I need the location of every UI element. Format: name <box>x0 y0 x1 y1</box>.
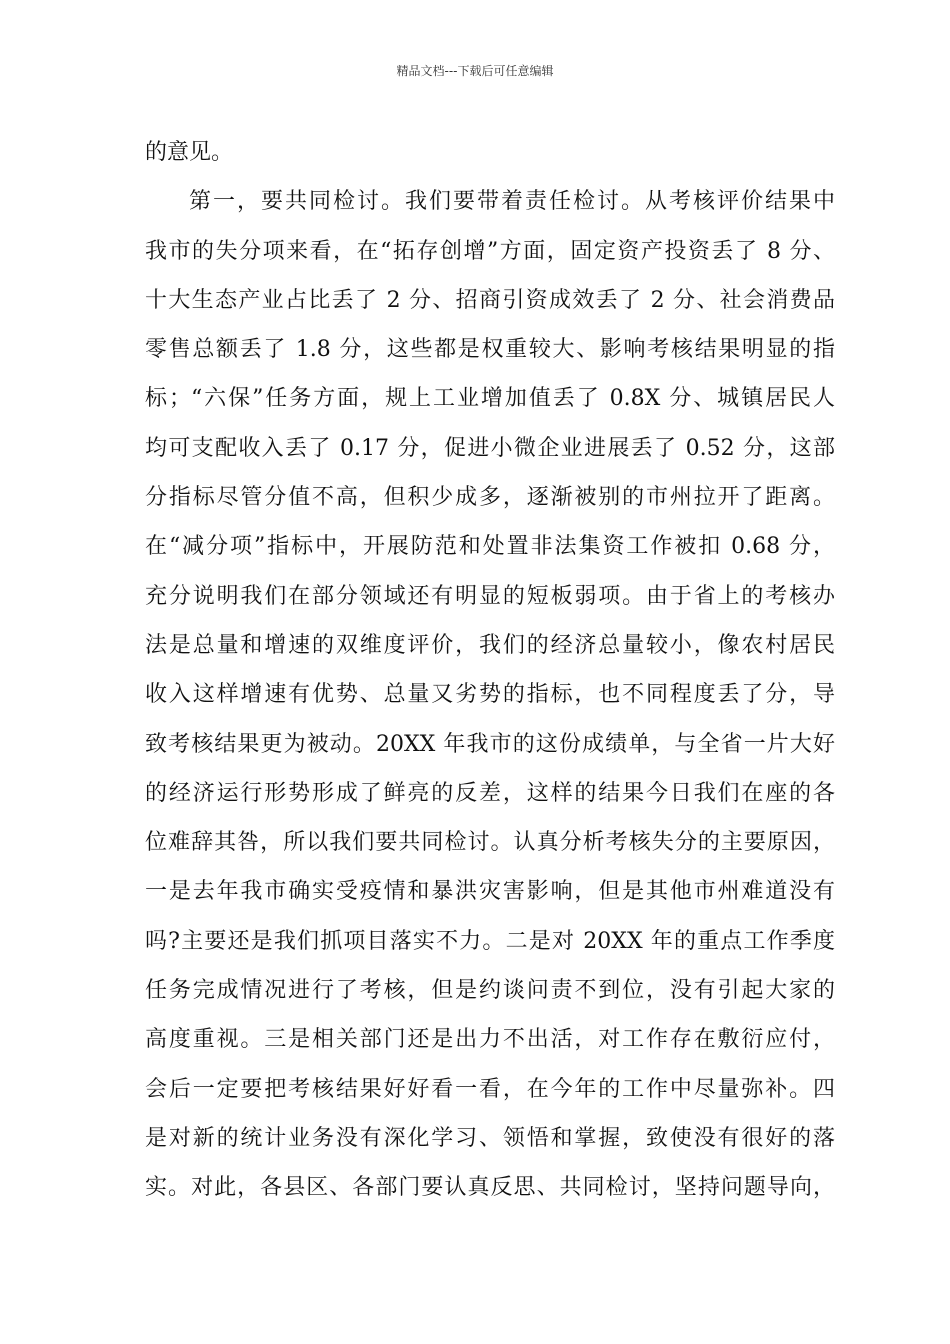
text-line: 致考核结果更为被动。20XX 年我市的这份成绩单，与全省一片大好 <box>145 731 835 757</box>
text-line: 我市的失分项来看，在“拓存创增”方面，固定资产投资丢了 8 分、 <box>145 238 835 264</box>
text-line: 任务完成情况进行了考核，但是约谈问责不到位，没有引起大家的 <box>145 978 835 1004</box>
text-line: 均可支配收入丢了 0.17 分，促进小微企业进展丢了 0.52 分，这部 <box>145 435 835 461</box>
text-line: 充分说明我们在部分领域还有明显的短板弱项。由于省上的考核办 <box>145 583 835 609</box>
text-line: 收入这样增速有优势、总量又劣势的指标，也不同程度丢了分，导 <box>145 682 835 708</box>
text-line: 在“减分项”指标中，开展防范和处置非法集资工作被扣 0.68 分， <box>145 534 835 560</box>
page-header: 精品文档---下载后可任意编辑 <box>396 64 554 78</box>
text-line: 吗?主要还是我们抓项目落实不力。二是对 20XX 年的重点工作季度 <box>145 928 835 954</box>
text-line: 十大生态产业占比丢了 2 分、招商引资成效丢了 2 分、社会消费品 <box>145 287 835 313</box>
text-line: 零售总额丢了 1.8 分，这些都是权重较大、影响考核结果明显的指 <box>145 337 835 363</box>
text-line: 一是去年我市确实受疫情和暴洪灾害影响，但是其他市州难道没有 <box>145 879 835 905</box>
text-line: 位难辞其咎，所以我们要共同检讨。认真分析考核失分的主要原因， <box>145 830 835 856</box>
text-line: 实。对此，各县区、各部门要认真反思、共同检讨，坚持问题导向， <box>145 1175 835 1201</box>
text-line: 标；“六保”任务方面，规上工业增加值丢了 0.8X 分、城镇居民人 <box>145 386 835 412</box>
text-line: 的经济运行形势形成了鲜亮的反差，这样的结果今日我们在座的各 <box>145 780 835 806</box>
text-line: 会后一定要把考核结果好好看一看，在今年的工作中尽量弥补。四 <box>145 1076 835 1102</box>
text-line: 第一，要共同检讨。我们要带着责任检讨。从考核评价结果中 <box>189 189 835 215</box>
text-line: 是对新的统计业务没有深化学习、领悟和掌握，致使没有很好的落 <box>145 1125 835 1151</box>
text-line: 分指标尽管分值不高，但积少成多，逐渐被别的市州拉开了距离。 <box>145 485 835 511</box>
text-line: 的意见。 <box>145 140 234 165</box>
text-line: 法是总量和增速的双维度评价，我们的经济总量较小，像农村居民 <box>145 632 835 658</box>
text-line: 高度重视。三是相关部门还是出力不出活，对工作存在敷衍应付， <box>145 1027 835 1053</box>
body-text <box>145 128 835 1213</box>
